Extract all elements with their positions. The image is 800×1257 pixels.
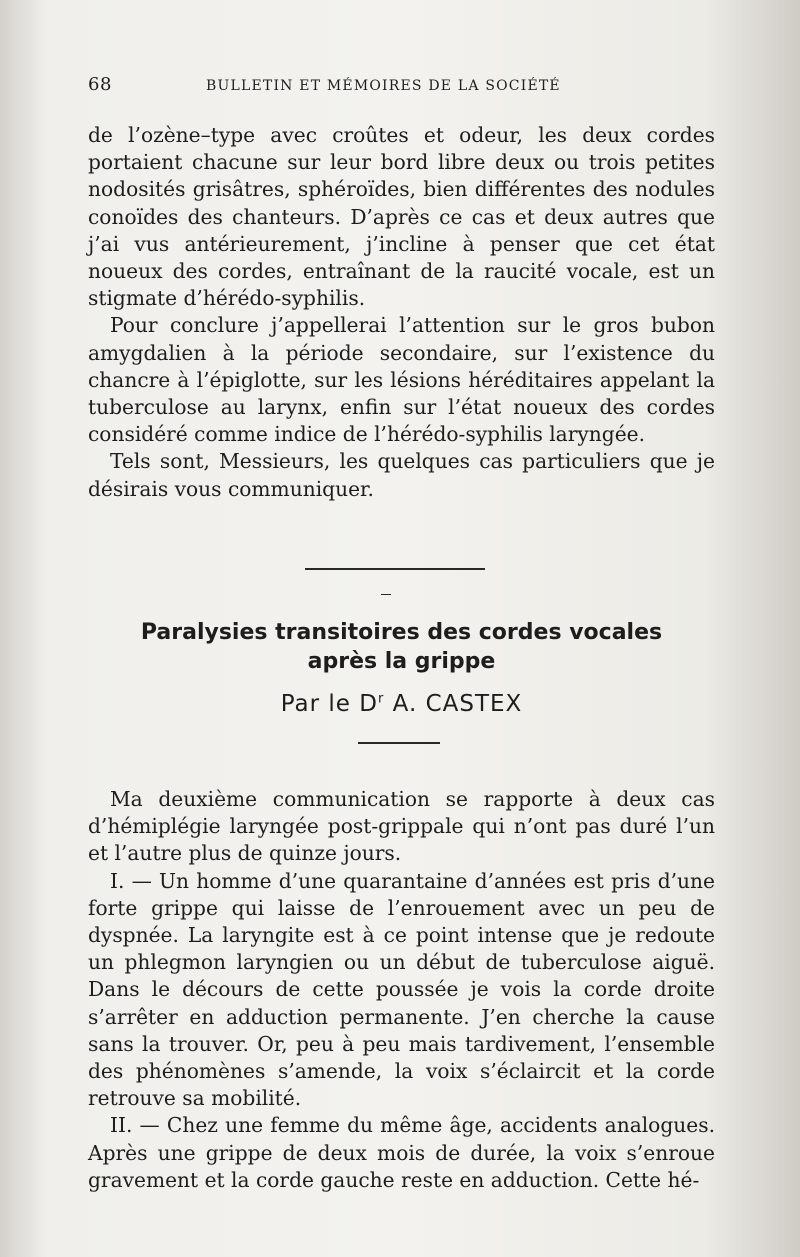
paragraph: Tels sont, Messieurs, les quelques cas particuliers que je désirais vous communiquer. [88, 449, 715, 501]
previous-article-conclusion [88, 122, 715, 503]
section-divider [305, 568, 485, 570]
article-title [88, 618, 715, 676]
running-title: BULLETIN ET MÉMOIRES DE LA SOCIÉTÉ [206, 78, 561, 94]
paragraph: Ma deuxième communication se rapporte à deux cas d’hémiplégie laryngée post-grippale qui n’ont pas duré l’un et l’autre plus de quinze jours. [88, 787, 715, 866]
page-number: 68 [88, 74, 112, 95]
paragraph: de l’ozène–type avec croûtes et odeur, les deux cordes portaient chacune sur leur bord libre deux ou trois petites nodosités grisâtres, sphéroïdes, bien différentes des nodules conoïdes des chanteurs. D’après ce cas et deux autres que j’ai vus antérieurement, j’incline à penser que cet état noueux des cordes, entraînant de la raucité vocale, est un stigmate d’hérédo-syphilis. [88, 123, 715, 311]
section-divider-mark [381, 594, 391, 595]
page-header [88, 74, 708, 98]
author-byline [88, 691, 715, 717]
author-name: A. CASTEX [392, 691, 523, 717]
byline-sup: r [377, 691, 385, 707]
paragraph: I. — Un homme d’une quarantaine d’années est pris d’une forte grippe qui laisse de l’enrouement avec un peu de dyspnée. La laryngite est à ce point intense que je redoute un phlegmon laryngien ou un début de tuberculose aiguë. Dans le décours de cette poussée je vois la corde droite s’arrêter en adduction permanente. J’en cherche la cause sans la trouver. Or, peu à peu mais tardivement, l’ensemble des phénomènes s’amende, la voix s’éclaircit et la corde retrouve sa mobilité. [88, 868, 715, 1111]
byline-prefix: Par le D [280, 691, 378, 717]
byline-divider [358, 742, 440, 744]
article-body [88, 786, 715, 1194]
article-title-line: Paralysies transitoires des cordes vocales [140, 620, 663, 645]
paragraph: Pour conclure j’appellerai l’attention sur le gros bubon amygdalien à la période secondaire, sur l’existence du chancre à l’épiglotte, sur les lésions héréditaires appelant la tuberculose au larynx, enfin sur l’état noueux des cordes considéré comme indice de l’hérédo-syphilis laryngée. [88, 313, 715, 447]
article-title-line: après la grippe [307, 649, 496, 674]
paragraph: II. — Chez une femme du même âge, accidents analogues. Après une grippe de deux mois de durée, la voix s’enroue gravement et la corde gauche reste en adduction. Cette hé- [88, 1113, 715, 1192]
